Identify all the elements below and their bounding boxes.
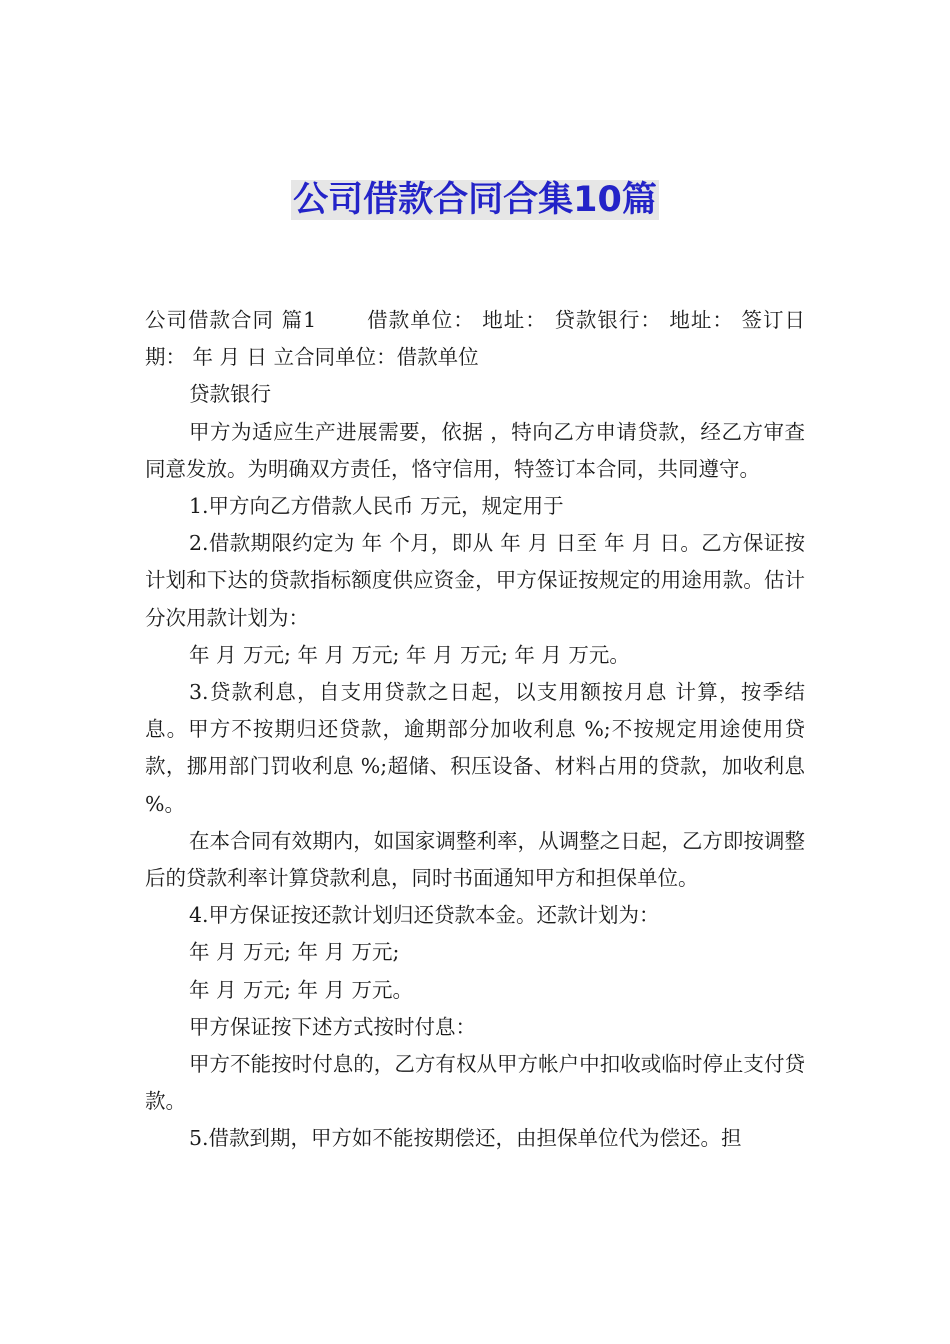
paragraph-2: 甲方为适应生产进展需要，依据 ，特向乙方申请贷款，经乙方审查同意发放。为明确双方责任，恪守信用，特签订本合同，共同遵守。: [145, 419, 805, 481]
paragraph-10: 年 月 万元; 年 月 万元。: [189, 977, 413, 1002]
paragraph-6: 3.贷款利息，自支用贷款之日起，以支用额按月息 计算，按季结息。甲方不按期归还贷款，逾期部分加收利息 %;不按规定用途使用贷款，挪用部门罚收利息 %;超储、积压设备、材料占用的贷款，加收利息 %。: [145, 680, 805, 816]
paragraph-11: 甲方保证按下述方式按时付息：: [189, 1014, 476, 1039]
paragraph-3: 1.甲方向乙方借款人民币 万元，规定用于: [189, 494, 564, 519]
intro-paragraph: [145, 302, 805, 376]
document-body: [145, 302, 805, 1158]
paragraph-7: 在本合同有效期内，如国家调整利率，从调整之日起，乙方即按调整后的贷款利率计算贷款利息，同时书面通知甲方和担保单位。: [145, 828, 805, 891]
document-title: [0, 176, 950, 224]
paragraph-8: 4.甲方保证按还款计划归还贷款本金。还款计划为：: [189, 903, 660, 928]
intro-heading: 公司借款合同 篇1: [145, 308, 317, 332]
paragraph-4: 2.借款期限约定为 年 个月，即从 年 月 日至 年 月 日。乙方保证按计划和下达的贷款指标额度供应资金，甲方保证按规定的用途用款。估计分次用款计划为：: [145, 531, 805, 630]
intro-text: 借款单位： 地址： 贷款银行： 地址： 签订日期： 年 月 日 立合同单位：借款单位: [145, 308, 805, 370]
paragraph-12: 甲方不能按时付息的，乙方有权从甲方帐户中扣收或临时停止支付贷款。: [145, 1052, 805, 1114]
paragraph-9: 年 月 万元; 年 月 万元;: [189, 940, 400, 965]
paragraph-1: 贷款银行: [189, 382, 271, 407]
paragraph-5: 年 月 万元; 年 月 万元; 年 月 万元; 年 月 万元。: [189, 642, 630, 667]
paragraph-13: 5.借款到期，甲方如不能按期偿还，由担保单位代为偿还。担: [189, 1126, 742, 1151]
document-title-text: 公司借款合同合集10篇: [293, 180, 657, 220]
